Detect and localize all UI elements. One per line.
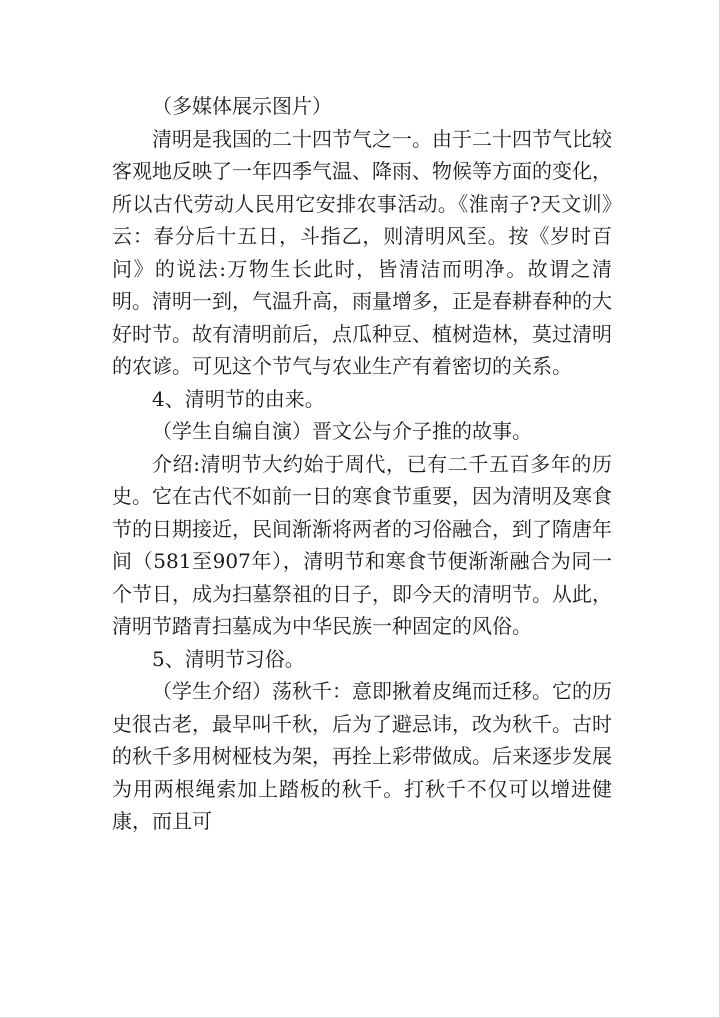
- paragraph-media-note: （多媒体展示图片）: [152, 94, 332, 118]
- document-body: [112, 90, 612, 838]
- paragraph-swing-custom: （学生介绍）荡秋千：意即揪着皮绳而迁移。它的历史很古老，最早叫千秋，后为了避忌讳，改为秋千。古时的秋千多用树桠枝为架，再拴上彩带做成。后来逐步发展为用两根绳索加上踏板的秋千。打秋千不仅可以增进健康，而且可: [112, 679, 612, 833]
- paragraph-student-play: （学生自编自演）晋文公与介子推的故事。: [152, 419, 532, 443]
- paragraph-qingming-solar-term: 清明是我国的二十四节气之一。由于二十四节气比较客观地反映了一年四季气温、降雨、物候等方面的变化，所以古代劳动人民用它安排农事活动。《淮南子?天文训》云：春分后十五日，斗指乙，则清明风至。按《岁时百问》的说法:万物生长此时，皆清洁而明净。故谓之清明。清明一到，气温升高，雨量增多，正是春耕春种的大好时节。故有清明前后，点瓜种豆、植树造林，莫过清明的农谚。可见这个节气与农业生产有着密切的关系。: [112, 126, 612, 378]
- paragraph-origin-introduction: 介绍:清明节大约始于周代，已有二千五百多年的历史。它在古代不如前一日的寒食节重要，因为清明及寒食节的日期接近，民间渐渐将两者的习俗融合，到了隋唐年间（581至907年），清明节和寒食节便渐渐融合为同一个节日，成为扫墓祭祖的日子，即今天的清明节。从此，清明节踏青扫墓成为中华民族一种固定的风俗。: [112, 451, 612, 638]
- section-heading-customs: 5、清明节习俗。: [152, 646, 305, 671]
- section-heading-origin: 4、清明节的由来。: [152, 386, 325, 411]
